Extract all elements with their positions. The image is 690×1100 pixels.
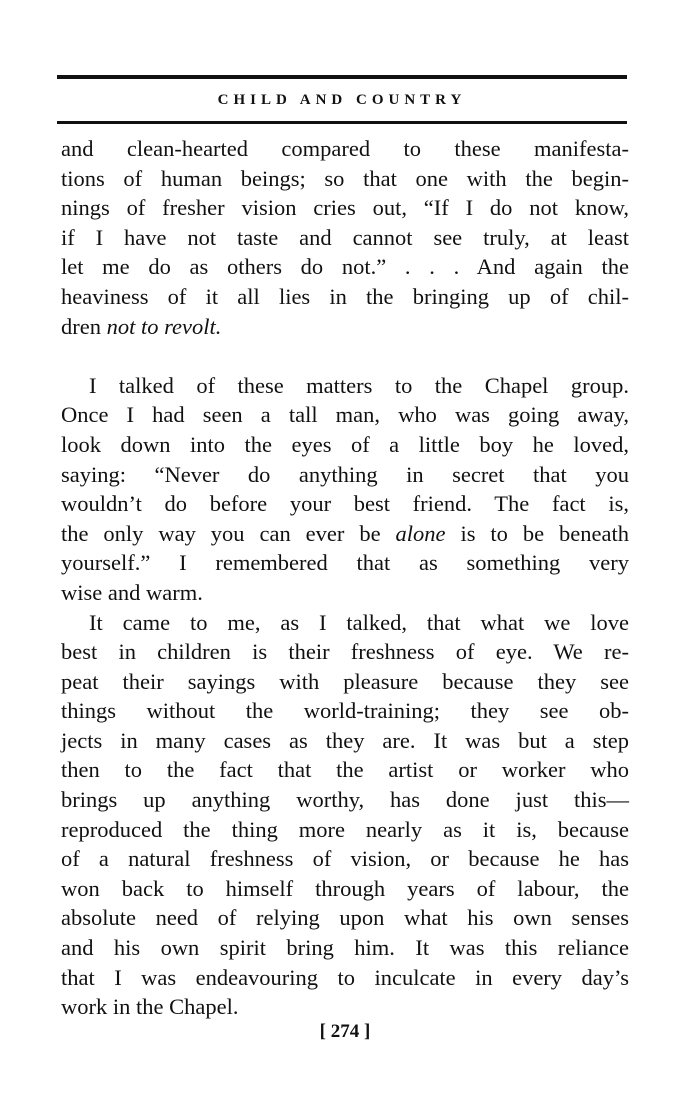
page-number: [ 274 ] xyxy=(319,1021,371,1042)
text-line: best in children is their freshness of eye. We re- xyxy=(61,639,629,665)
text-line: won back to himself through years of labour, the xyxy=(61,875,629,901)
text-line: wise and warm. xyxy=(61,579,203,605)
text-line: tions of human beings; so that one with the begin- xyxy=(61,165,629,191)
paragraph-gap xyxy=(61,341,629,371)
text-fragment: dren xyxy=(61,313,107,339)
text-line: reproduced the thing more nearly as it is, because xyxy=(61,816,629,842)
running-head: CHILD AND COUNTRY xyxy=(217,92,467,108)
body-text xyxy=(61,134,629,1022)
italic-phrase: not to revolt. xyxy=(106,313,222,339)
top-rule xyxy=(57,75,627,79)
text-line: saying: “Never do anything in secret that you xyxy=(61,461,629,487)
text-fragment: is to be beneath xyxy=(445,520,629,546)
text-line: nings of fresher vision cries out, “If I do not know, xyxy=(61,195,629,221)
text-line: peat their sayings with pleasure because they see xyxy=(61,668,629,694)
paragraph-3 xyxy=(61,608,629,1022)
text-line: that I was endeavouring to inculcate in every day’s xyxy=(61,964,629,990)
text-line: heaviness of it all lies in the bringing up of chil- xyxy=(61,283,629,309)
text-line: Once I had seen a tall man, who was going away, xyxy=(61,402,629,428)
text-line xyxy=(61,312,629,342)
text-line: It came to me, as I talked, that what we love xyxy=(89,609,629,635)
text-line: wouldn’t do before your best friend. The fact is, xyxy=(61,491,629,517)
text-line: things without the world-training; they see ob- xyxy=(61,698,629,724)
paragraph-2 xyxy=(61,371,629,608)
text-line: yourself.” I remembered that as something very xyxy=(61,550,629,576)
text-line xyxy=(61,519,629,549)
text-line: look down into the eyes of a little boy he loved, xyxy=(61,431,629,457)
text-line: and clean-hearted compared to these manifesta- xyxy=(61,136,629,161)
text-line: I talked of these matters to the Chapel group. xyxy=(89,372,629,398)
header-underline-rule xyxy=(57,121,627,124)
paragraph-1 xyxy=(61,134,629,341)
text-line: of a natural freshness of vision, or because he has xyxy=(61,846,629,872)
text-line: then to the fact that the artist or worker who xyxy=(61,757,629,783)
text-fragment: the only way you can ever be xyxy=(61,520,396,546)
text-line: let me do as others do not.” . . . And again the xyxy=(61,254,629,280)
italic-word: alone xyxy=(395,520,446,546)
text-line: and his own spirit bring him. It was this reliance xyxy=(61,935,629,961)
text-line: jects in many cases as they are. It was but a step xyxy=(61,727,629,753)
text-line: absolute need of relying upon what his own senses xyxy=(61,905,629,931)
text-line: if I have not taste and cannot see truly, at least xyxy=(61,224,629,250)
text-line: work in the Chapel. xyxy=(61,994,239,1020)
text-line: brings up anything worthy, has done just this— xyxy=(61,787,629,813)
